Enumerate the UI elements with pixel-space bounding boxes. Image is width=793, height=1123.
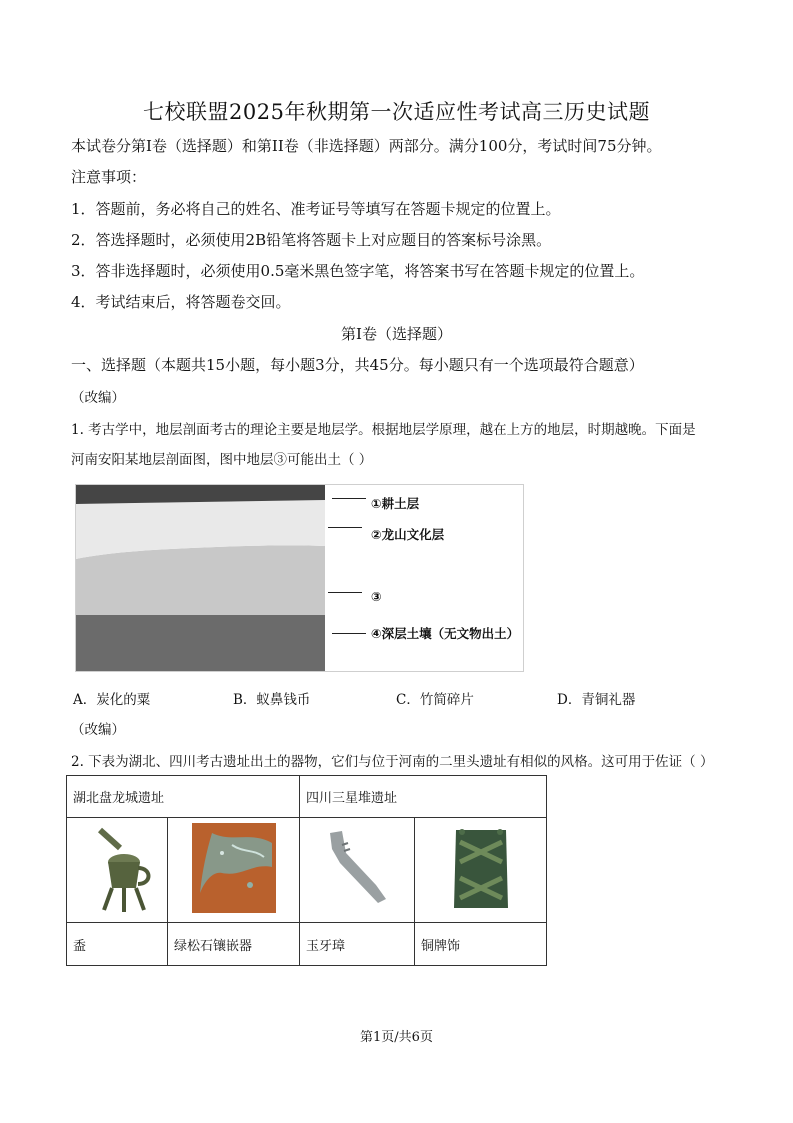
layer-label: ②龙山文化层 [371,527,445,542]
artifact-name: 铜牌饰 [415,923,547,966]
bronze-he-vessel-image [72,818,162,918]
artifact-name: 玉牙璋 [300,923,415,966]
option-a: A．炭化的粟 [73,692,151,708]
notice-item: 1．答题前，务必将自己的姓名、准考证号等填写在答题卡规定的位置上。 [71,200,561,218]
artifact-table [66,775,547,966]
option-c: C．竹简碎片 [396,692,474,708]
leader-line [332,633,366,634]
question-1-stem: 河南安阳某地层剖面图，图中地层③可能出土（ ） [71,452,373,468]
leader-line [328,592,362,593]
adapted-tag: （改编） [71,722,125,738]
exam-title: 七校联盟2025年秋期第一次适应性考试高三历史试题 [143,100,650,124]
leader-line [328,527,362,528]
notice-heading: 注意事项： [71,168,147,186]
stratigraphy-layers [76,485,523,671]
exam-intro: 本试卷分第Ⅰ卷（选择题）和第II卷（非选择题）两部分。满分100分，考试时间75分钟。 [71,137,662,155]
layer-label: ④深层土壤（无文物出土） [371,626,520,641]
notice-item: 2．答选择题时，必须使用2B铅笔将答题卡上对应题目的答案标号涂黑。 [71,231,552,249]
artifact-name: 盉 [67,923,168,966]
stratigraphy-figure [75,484,524,672]
artifact-image-turquoise [168,818,300,923]
notice-item: 3．答非选择题时，必须使用0.5毫米黑色签字笔，将答案书写在答题卡规定的位置上。 [71,262,645,280]
layer-label: ①耕土层 [371,496,420,511]
artifact-image-he [67,818,168,923]
section-heading: 一、选择题（本题共15小题，每小题3分，共45分。每小题只有一个选项最符合题意） [71,356,644,374]
layer-3 [76,545,325,615]
jade-yazhang-image [312,823,402,913]
leader-line [332,498,366,499]
notice-item: 4．考试结束后，将答题卷交回。 [71,293,291,311]
option-b: B．蚁鼻钱币 [233,692,311,708]
adapted-tag: （改编） [71,390,125,406]
page-footer: 第1页/共6页 [360,1030,433,1045]
artifact-image-bronze-plaque [415,818,547,923]
layer-label: ③ [371,589,382,604]
table-header: 湖北盘龙城遗址 [67,776,300,818]
artifact-name: 绿松石镶嵌器 [168,923,300,966]
question-1-stem: 1. 考古学中，地层剖面考古的理论主要是地层学。根据地层学原理，越在上方的地层，时期越晚。下面是 [71,422,696,438]
layer-4-deep-soil [76,615,325,671]
bronze-plaque-image [446,822,516,914]
option-d: D．青铜礼器 [557,692,636,708]
part-title: 第Ⅰ卷（选择题） [341,325,452,343]
artifact-image-yazhang [300,818,415,923]
question-2-stem: 2. 下表为湖北、四川考古遗址出土的器物，它们与位于河南的二里头遗址有相似的风格。这可用于佐证（ ） [71,754,714,770]
table-header: 四川三星堆遗址 [300,776,547,818]
turquoise-inlay-image [192,823,276,913]
